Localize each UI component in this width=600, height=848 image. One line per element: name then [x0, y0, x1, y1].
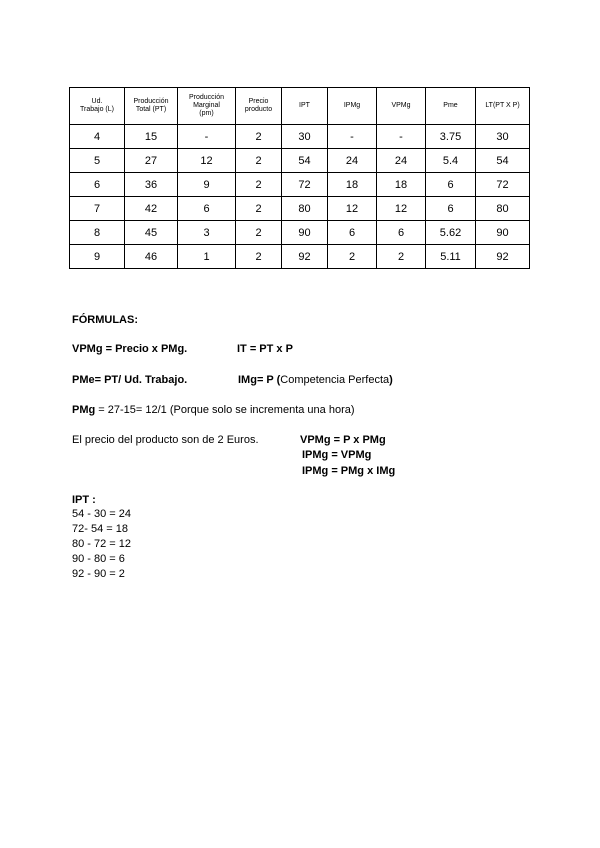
- column-header: [377, 88, 426, 125]
- table-cell: 54: [282, 149, 328, 173]
- table-cell: 2: [236, 221, 282, 245]
- column-header: [70, 88, 125, 125]
- table-cell: 12: [178, 149, 236, 173]
- table-cell: -: [377, 125, 426, 149]
- table-cell: 30: [282, 125, 328, 149]
- table-cell: 5.4: [426, 149, 476, 173]
- table-cell: 12: [377, 197, 426, 221]
- column-header: [178, 88, 236, 125]
- table-cell: 18: [377, 173, 426, 197]
- table-cell: 46: [125, 245, 178, 269]
- ipt-heading: IPT :: [72, 494, 96, 506]
- table-cell: 2: [328, 245, 377, 269]
- table-cell: 72: [476, 173, 530, 197]
- column-header: [125, 88, 178, 125]
- formula-img-text: Competencia Perfecta: [280, 374, 390, 386]
- table-cell: 54: [476, 149, 530, 173]
- table-cell: 2: [236, 173, 282, 197]
- column-header-line: Producción: [188, 94, 225, 101]
- formula-ipmg-2: IPMg = PMg x IMg: [302, 465, 396, 477]
- table-row: [70, 245, 530, 269]
- formula-img-bold: IMg= P (: [238, 374, 281, 386]
- table-row: [70, 149, 530, 173]
- table-cell: 24: [328, 149, 377, 173]
- table-cell: 2: [236, 245, 282, 269]
- table-cell: 2: [236, 149, 282, 173]
- table-cell: 36: [125, 173, 178, 197]
- table-cell: 2: [236, 197, 282, 221]
- table-cell: 3.75: [426, 125, 476, 149]
- production-table: [69, 87, 530, 269]
- formulas-heading: FÓRMULAS:: [72, 314, 138, 326]
- column-header-line: Trabajo (L): [80, 106, 114, 113]
- price-statement: El precio del producto son de 2 Euros.: [72, 434, 259, 446]
- table-cell: 6: [178, 197, 236, 221]
- column-header-line: Total (PT): [135, 106, 167, 113]
- table-cell: 42: [125, 197, 178, 221]
- table-cell: 5.62: [426, 221, 476, 245]
- table-cell: 90: [476, 221, 530, 245]
- table-cell: 80: [476, 197, 530, 221]
- column-header-line: producto: [244, 106, 273, 113]
- formula-pmg-text: = 27-15= 12/1 (Porque solo se incrementa una hora): [95, 404, 355, 416]
- ipt-line: 90 - 80 = 6: [72, 553, 125, 565]
- table-cell: 45: [125, 221, 178, 245]
- formula-img: [238, 374, 393, 386]
- table-cell: 92: [282, 245, 328, 269]
- formula-pmg: [72, 404, 355, 416]
- table-cell: 7: [70, 197, 125, 221]
- ipt-line: 92 - 90 = 2: [72, 568, 125, 580]
- table-cell: 24: [377, 149, 426, 173]
- column-header-line: Pme: [443, 102, 458, 109]
- table-row: [70, 173, 530, 197]
- table-row: [70, 221, 530, 245]
- table-body: [70, 125, 530, 269]
- table-row: [70, 197, 530, 221]
- column-header-line: Producción: [133, 98, 169, 105]
- column-header: [476, 88, 530, 125]
- column-header-line: Marginal: [193, 102, 220, 109]
- table-cell: 6: [426, 173, 476, 197]
- table-cell: 8: [70, 221, 125, 245]
- table-cell: 30: [476, 125, 530, 149]
- table-cell: 90: [282, 221, 328, 245]
- table-cell: -: [328, 125, 377, 149]
- column-header-line: LT(PT X P): [485, 102, 520, 109]
- table-cell: 12: [328, 197, 377, 221]
- table-cell: 6: [377, 221, 426, 245]
- formula-ipmg-1: IPMg = VPMg: [302, 449, 372, 461]
- column-header-line: (pm): [199, 110, 214, 117]
- table-cell: 2: [377, 245, 426, 269]
- column-header-line: Precio: [248, 98, 269, 105]
- column-header-line: IPT: [299, 102, 310, 109]
- table-row: [70, 125, 530, 149]
- ipt-line: 72- 54 = 18: [72, 523, 128, 535]
- column-header: [236, 88, 282, 125]
- ipt-line: 54 - 30 = 24: [72, 508, 132, 520]
- table-cell: 6: [328, 221, 377, 245]
- table-cell: 6: [70, 173, 125, 197]
- table-cell: 6: [426, 197, 476, 221]
- table-cell: 18: [328, 173, 377, 197]
- table-cell: 4: [70, 125, 125, 149]
- table-cell: 92: [476, 245, 530, 269]
- table-cell: 80: [282, 197, 328, 221]
- formula-vpmg: VPMg = Precio x PMg.: [72, 343, 188, 355]
- table-cell: 27: [125, 149, 178, 173]
- column-header-line: IPMg: [343, 102, 361, 109]
- table-cell: 3: [178, 221, 236, 245]
- formula-vpmg-2: VPMg = P x PMg: [300, 434, 386, 446]
- formula-img-close: ): [389, 374, 393, 386]
- ipt-line: 80 - 72 = 12: [72, 538, 132, 550]
- table-cell: 5.11: [426, 245, 476, 269]
- formula-pme: PMe= PT/ Ud. Trabajo.: [72, 374, 188, 386]
- table-header-row: [70, 88, 530, 125]
- table-cell: 9: [70, 245, 125, 269]
- column-header-line: VPMg: [391, 102, 411, 109]
- formula-pmg-bold: PMg: [72, 404, 96, 416]
- table-cell: 1: [178, 245, 236, 269]
- ipt-calculations: [72, 507, 131, 582]
- table-cell: 9: [178, 173, 236, 197]
- table-cell: 15: [125, 125, 178, 149]
- column-header: [282, 88, 328, 125]
- column-header: [426, 88, 476, 125]
- formula-it: IT = PT x P: [237, 343, 293, 355]
- column-header-line: Ud.: [91, 98, 103, 105]
- table-cell: 5: [70, 149, 125, 173]
- column-header: [328, 88, 377, 125]
- table-cell: 72: [282, 173, 328, 197]
- table-cell: -: [178, 125, 236, 149]
- table-cell: 2: [236, 125, 282, 149]
